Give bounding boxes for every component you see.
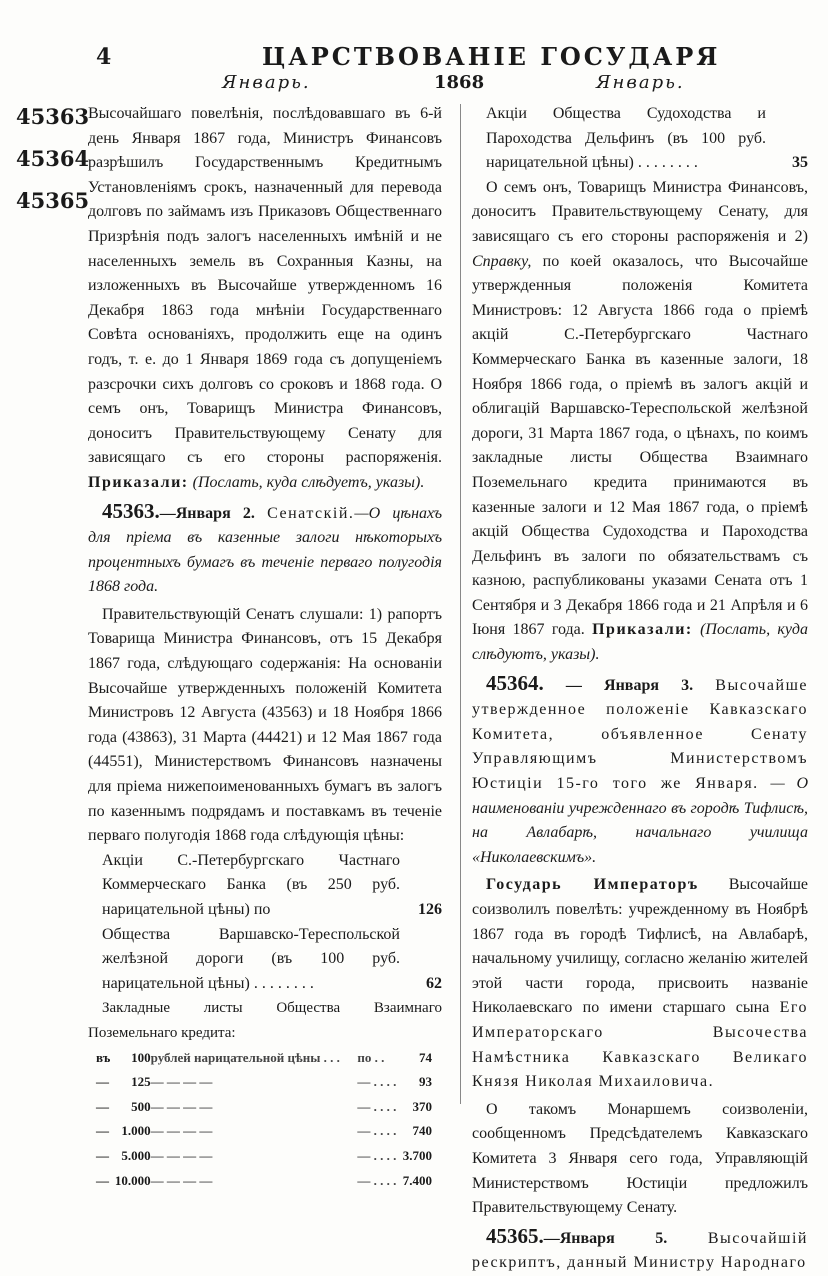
column-divider	[460, 104, 461, 1104]
price-value: 35	[792, 154, 808, 172]
price-row	[88, 849, 442, 923]
section-heading	[472, 671, 808, 871]
section-date: —Января 2.	[159, 504, 255, 522]
page-subheader	[0, 70, 828, 96]
bonds-heading: Закладные листы Общества Взаимнаго Поземельнаго кредита:	[88, 1000, 442, 1041]
table-row	[96, 1169, 432, 1194]
bond-price: 93	[419, 1074, 432, 1090]
page-number: 4	[96, 44, 112, 70]
section-source: Высочайше утвержденное положеніе Кавказскаго Комитета, объявленное Сенату Управляющимъ Министерствомъ Юстиціи 15-го того же Января.	[472, 676, 809, 793]
section-heading	[472, 1224, 808, 1276]
bond-denomination: 125	[131, 1074, 151, 1090]
order-text: (Послать, куда слѣдуютъ, указы).	[472, 621, 809, 664]
bond-prefix: —	[96, 1098, 109, 1114]
intro-paragraph	[88, 102, 442, 496]
bond-denomination: 100	[131, 1049, 151, 1065]
report-text: О семъ онъ, Товарищъ Министра Финансовъ, доноситъ Правительствующему Сенату, для зависящаго съ его стороны распоряженія и 2)	[472, 178, 808, 245]
margin-number: 45364	[16, 146, 90, 171]
bond-description: рублей нарицательной цѣны . . .	[150, 1049, 340, 1065]
bond-per: — . . . .	[357, 1147, 397, 1163]
table-row	[96, 1046, 432, 1071]
bonds-table	[96, 1046, 432, 1194]
bond-per: — . . . .	[357, 1098, 397, 1114]
bond-denomination: 10.000	[114, 1172, 151, 1188]
running-title: ЦАРСТВОВАНІЕ ГОСУДАРЯ	[262, 42, 721, 71]
bond-description: — — — —	[150, 1098, 213, 1114]
bond-prefix: —	[96, 1123, 109, 1139]
bond-price: 740	[412, 1123, 432, 1139]
bond-prefix: —	[96, 1147, 109, 1163]
section-body-text: Высочайше соизволилъ повелѣть: учрежденному въ Ноябрѣ 1867 года въ городѣ Тифлисѣ, на Авлабарѣ, начальному училищу, согласно желанію жителей этой части города, присвоить названіе Николаевскаго по имени старшаго сына	[472, 876, 808, 1017]
bond-price: 7.400	[402, 1172, 432, 1188]
bond-price: 370	[412, 1098, 432, 1114]
bond-prefix: —	[96, 1172, 109, 1188]
emperor-title: Государь Императоръ	[486, 876, 699, 894]
order-text: (Послать, куда слѣдуетъ, указы).	[192, 473, 425, 491]
bond-per: по . .	[357, 1049, 385, 1065]
bond-description: — — — —	[150, 1147, 213, 1163]
section-heading	[88, 499, 442, 600]
section-number: 45363.	[102, 498, 160, 523]
report-text-2: по коей оказалось, что Высочайше утвержденныя положенія Комитета Министровъ: 12 Августа 1866 года о пріемѣ акцій С.-Петербургскаго Частнаго Коммерческаго Банка въ казенные залоги, 18 Ноября 1866 года, о пріемѣ въ залогъ акцій и облигацій Варшавско-Тереспольской желѣзной дороги, 31 Марта 1867 года, о цѣнахъ, по коимъ закладные листы Общества Взаимнаго Поземельнаго кредита принимаются въ казенные залоги и 12 Мая 1867 года, о пріемѣ акцій Общества Судоходства и Пароходства Дельфинъ въ залоги по обязательствамъ съ казною, распубликованы указами Сената отъ 1 Сентября и 3 Декабря 1866 года и 21 Апрѣля и 6 Іюня 1867 года.	[472, 252, 808, 639]
bond-description: — — — —	[150, 1074, 213, 1090]
bond-price: 74	[419, 1049, 432, 1065]
price-row	[472, 102, 808, 176]
section-body: О такомъ Монаршемъ соизволеніи, сообщенномъ Предсѣдателемъ Кавказскаго Комитета 3 Января сего года, Управляющій Министерствомъ Юстиціи предложилъ Правительствующему Сенату.	[472, 1100, 808, 1217]
page-header	[0, 40, 828, 74]
intro-text: Высочайшаго повелѣнія, послѣдовавшаго въ 6-й день Января 1867 года, Министръ Финансовъ разрѣшилъ Государственнымъ Кредитнымъ Установленіямъ срокъ, назначенный для перевода долговъ по займамъ изъ Приказовъ Общественнаго Призрѣнія подъ залогъ населенныхъ имѣній и не населенныхъ земель въ Сохранныя Казны, на изложенныхъ въ Высочайше утвержденномъ 16 Декабря 1863 года мнѣніи Государственнаго Совѣта основаніяхъ, продолжить еще на одинъ годъ, т. е. до 1 Января 1869 года съ допущеніемъ разсрочки сихъ долговъ со сроковъ и 1868 года. О семъ онъ, Товарищъ Министра Финансовъ, доноситъ Правительствующему Сенату для зависящаго съ его стороны распоряженія.	[88, 105, 442, 467]
section-source: Высочайшій рескриптъ, данный Министру Народнаго	[472, 1229, 808, 1272]
bond-per: — . . . .	[357, 1123, 397, 1139]
price-label: Общества Варшавско-Тереспольской желѣзной дороги (въ 100 руб. нарицательной цѣны) . . . . . . . .	[102, 925, 400, 992]
bond-denomination: 1.000	[121, 1123, 151, 1139]
right-column	[472, 102, 808, 1276]
year: 1868	[434, 72, 485, 93]
order-keyword: Приказали:	[88, 473, 189, 491]
bond-description: — — — —	[150, 1172, 213, 1188]
bond-denomination: 5.000	[121, 1147, 151, 1163]
section-date: —Января 5.	[543, 1229, 668, 1247]
section-number: 45364.	[486, 670, 544, 695]
order-keyword: Приказали:	[592, 621, 693, 639]
margin-number: 45363	[16, 104, 90, 129]
bond-prefix: въ	[96, 1049, 111, 1065]
bond-per: — . . . .	[357, 1074, 397, 1090]
month-right: Январь.	[596, 72, 685, 93]
price-label: Акціи С.-Петербургскаго Частнаго Коммерческаго Банка (въ 250 руб. нарицательной цѣны) по	[102, 851, 400, 918]
price-value: 126	[418, 901, 442, 918]
price-value: 62	[426, 974, 442, 992]
table-row	[96, 1119, 432, 1144]
price-label: Акціи Общества Судоходства и Пароходства Дельфинъ (въ 100 руб. нарицательной цѣны) . . . . . . . .	[486, 105, 766, 172]
bond-description: — — — —	[150, 1123, 213, 1139]
section-date: — Января 3.	[565, 676, 694, 694]
grand-duke-title: Его Императорскаго Высочества Намѣстника Кавказскаго Великаго Князя Николая Михаиловича.	[472, 999, 808, 1091]
margin-number: 45365	[16, 188, 90, 213]
report-paragraph	[472, 176, 808, 668]
price-row	[88, 923, 442, 997]
bond-price: 3.700	[402, 1147, 432, 1163]
section-title: — О наименованіи учрежденнаго въ городѣ Тифлисѣ, на Авлабарѣ, начальнаго училища «Николаевскимъ».	[472, 775, 809, 866]
bond-denomination: 500	[131, 1098, 151, 1114]
section-body: Правительствующій Сенатъ слушали: 1) рапортъ Товарища Министра Финансовъ, отъ 15 Декабря 1867 года, слѣдующаго содержанія: На основаніи Высочайше утвержденныхъ положеній Комитета Министровъ 12 Августа (43563) и 18 Ноября 1866 года (43863), 31 Марта (44421) и 12 Мая 1867 года (44551), Министерствомъ Финансовъ назначены для пріема нижепоименованныхъ бумагъ въ залогъ по казеннымъ подрядамъ и поставкамъ въ теченіе перваго полугодія 1868 года слѣдующія цѣны:	[88, 605, 442, 845]
bond-prefix: —	[96, 1074, 109, 1090]
table-row	[96, 1070, 432, 1095]
left-column	[88, 102, 442, 1193]
section-source: Сенатскій.	[267, 504, 355, 522]
table-row	[96, 1144, 432, 1169]
month-left: Январь.	[222, 72, 311, 93]
section-title: —О цѣнахъ для пріема въ казенные залоги нѣкоторыхъ процентныхъ бумагъ въ теченіе перваго полугодія 1868 года.	[88, 504, 443, 596]
bond-per: — . . . .	[357, 1172, 397, 1188]
spravka-word: Справку,	[472, 252, 532, 270]
table-row	[96, 1095, 432, 1120]
section-body	[472, 873, 808, 1094]
section-number: 45365.	[486, 1223, 544, 1248]
